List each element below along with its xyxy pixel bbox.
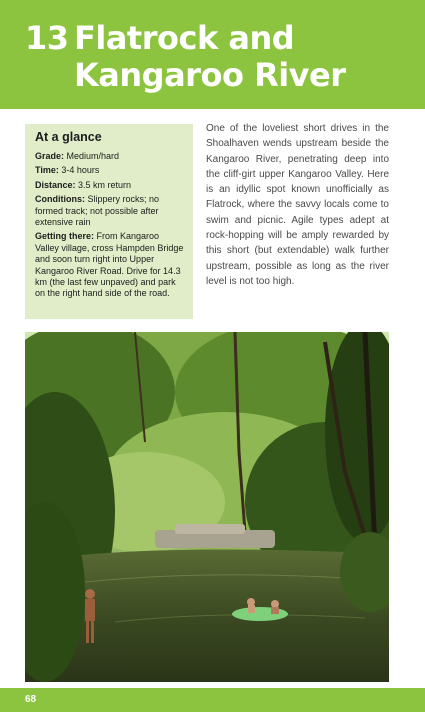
glance-distance (35, 180, 185, 191)
intro-paragraph: One of the loveliest short drives in the Shoalhaven wends upstream beside the Kangaroo River, penetrating deep into the cliff-girt upper Kangaroo Valley. Here is an idyllic spot known unofficially as Flatrock, where the savvy locals come to swim and picnic. Agile types adept at rock-hopping will be amply rewarded by this short (but extendable) walk further upstream, possible as long as the river level is not too high. (206, 123, 389, 287)
distance-value: 3.5 km return (78, 179, 132, 190)
time-value: 3-4 hours (61, 165, 100, 176)
at-a-glance-box (25, 124, 193, 319)
glance-grade (35, 151, 185, 162)
walk-title-line1: Flatrock and (74, 19, 295, 57)
glance-heading: At a glance (35, 130, 102, 144)
chapter-header (0, 0, 425, 109)
getting-there-value: From Kangaroo Valley village, cross Hampden Bridge and soon turn right into Upper Kangaroo River Road. Drive for 14.3 km (the last few unpaved) and park on the right hand side of the road. (35, 231, 184, 299)
page-footer (0, 688, 425, 712)
glance-conditions (35, 194, 185, 228)
time-label: Time: (35, 165, 59, 176)
conditions-value: Slippery rocks; no formed track; not possible after extensive rain (35, 194, 160, 228)
walk-title-line2: Kangaroo River (74, 56, 346, 94)
glance-getting-there (35, 231, 185, 299)
distance-label: Distance: (35, 179, 76, 190)
glance-time (35, 165, 185, 176)
walk-number: 13 (25, 19, 69, 57)
getting-there-label: Getting there: (35, 231, 95, 242)
page-number: 68 (25, 694, 37, 705)
conditions-label: Conditions: (35, 194, 85, 205)
forest-river-swimming-photo (25, 332, 389, 682)
grade-label: Grade: (35, 151, 65, 161)
grade-value: Medium/hard (66, 151, 120, 161)
